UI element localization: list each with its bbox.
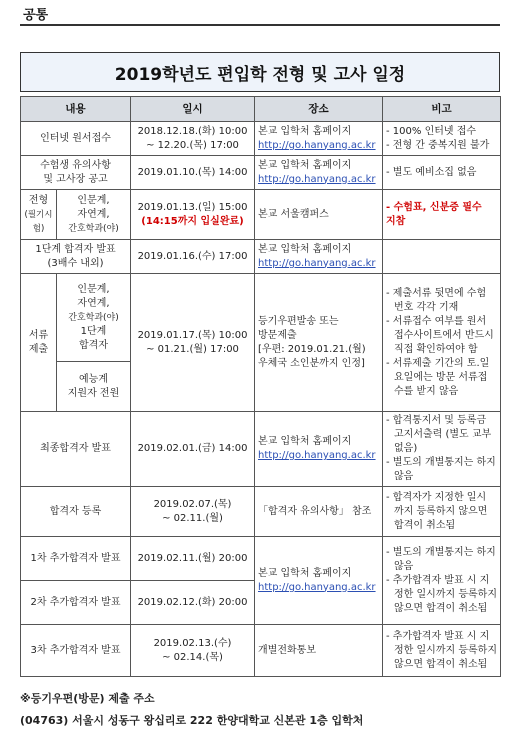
section-divider (20, 24, 500, 26)
subcategory-line: 인문계, (77, 194, 110, 206)
row-date (131, 487, 255, 537)
place-line: 등기우편발송 또는 (258, 315, 339, 327)
row-item: 합격자 등록 (21, 487, 131, 537)
schedule-table (20, 96, 501, 677)
homepage-link[interactable]: http://go.hanyang.ac.kr (258, 257, 376, 269)
row-place (255, 274, 383, 412)
table-row (21, 625, 501, 677)
date-start: 2019.02.13.(수) (153, 637, 232, 649)
row-item (21, 240, 131, 274)
row-note (383, 625, 501, 677)
note-line: - 추가합격자 발표 시 지정한 일시까지 등록하지 않으면 합격이 취소됨 (386, 630, 497, 670)
place-text: 본교 입학처 홈페이지 (258, 567, 352, 579)
row-place (255, 156, 383, 190)
row-date (131, 122, 255, 156)
table-header-row (21, 97, 501, 122)
note-line: - 서류제출 기간의 토.일 요일에는 방문 서류접 수를 받지 않음 (386, 357, 490, 397)
date-start: 2018.12.18.(화) 10:00 (137, 125, 248, 137)
homepage-link[interactable]: http://go.hanyang.ac.kr (258, 173, 376, 185)
row-note (383, 240, 501, 274)
row-item: 최종합격자 발표 (21, 412, 131, 487)
date-end: ~ 12.20.(목) 17:00 (146, 139, 239, 151)
note-line: - 별도의 개별통지는 하지 않음 (386, 457, 496, 482)
note-line: - 별도 예비소집 없음 (386, 166, 477, 178)
category-line: 서류 (28, 329, 49, 341)
note-line: - 서류접수 여부를 원서 접수사이트에서 반드시 직접 확인하여야 함 (386, 315, 494, 355)
place-line: [우편: 2019.01.21.(월) (258, 343, 366, 355)
item-line: 및 고사장 공고 (43, 173, 108, 185)
category-line: (필기시험) (24, 209, 53, 234)
subcategory-line: 간호학과(야) (68, 312, 119, 323)
date-end: ~ 02.14.(목) (162, 651, 223, 663)
note-line: - 제출서류 뒷면에 수험 번호 각각 기재 (386, 287, 487, 313)
table-row (21, 537, 501, 581)
date-line: 2019.01.13.(일) 15:00 (137, 201, 248, 213)
row-note (383, 274, 501, 412)
mail-address: (04763) 서울시 성동구 왕십리로 222 한양대학교 신본관 1층 입학처 (20, 714, 364, 727)
table-row (21, 412, 501, 487)
row-place: 「합격자 유의사항」 참조 (255, 487, 383, 537)
row-subcategory (57, 190, 131, 240)
date-start: 2019.02.07.(목) (153, 498, 232, 510)
header-datetime: 일시 (131, 97, 255, 122)
mail-address-heading: ※등기우편(방문) 제출 주소 (20, 692, 155, 705)
note-line: - 수험표, 신분증 필수 (386, 201, 482, 213)
row-note (383, 156, 501, 190)
entry-deadline: (14:15까지 입실완료) (141, 215, 244, 227)
note-line: - 별도의 개별통지는 하지 않음 (386, 546, 496, 572)
row-place (255, 412, 383, 487)
subcategory-line: 자연계, (77, 297, 110, 309)
row-place (255, 240, 383, 274)
homepage-link[interactable]: http://go.hanyang.ac.kr (258, 139, 376, 151)
section-label: 공통 (23, 8, 49, 23)
row-date: 2019.02.12.(화) 20:00 (131, 581, 255, 625)
note-line: - 100% 인터넷 접수 (386, 125, 477, 137)
row-note (383, 537, 501, 625)
row-date: 2019.02.11.(월) 20:00 (131, 537, 255, 581)
row-note (383, 122, 501, 156)
row-date (131, 190, 255, 240)
page-title: 2019학년도 편입학 전형 및 고사 일정 (20, 52, 500, 92)
table-row (21, 156, 501, 190)
row-item: 인터넷 원서접수 (21, 122, 131, 156)
category-line: 전형 (28, 194, 49, 206)
note-line: - 추가합격자 발표 시 지정한 일시까지 등록하지 않으면 합격이 취소됨 (386, 574, 497, 614)
row-subcategory (57, 362, 131, 412)
row-subcategory (57, 274, 131, 362)
table-row (21, 190, 501, 240)
row-category (21, 274, 57, 412)
date-start: 2019.01.17.(목) 10:00 (137, 329, 248, 341)
row-note (383, 487, 501, 537)
table-row (21, 274, 501, 362)
header-notes: 비고 (383, 97, 501, 122)
place-line: 우체국 소인분까지 인정] (258, 357, 365, 369)
homepage-link[interactable]: http://go.hanyang.ac.kr (258, 581, 376, 593)
row-date (131, 274, 255, 412)
place-text: 본교 입학처 홈페이지 (258, 243, 352, 255)
date-end: ~ 01.21.(월) 17:00 (146, 343, 239, 355)
table-row (21, 487, 501, 537)
row-place (255, 537, 383, 625)
note-line: 지참 (386, 215, 406, 227)
header-content: 내용 (21, 97, 131, 122)
row-category (21, 190, 57, 240)
row-date: 2019.01.16.(수) 17:00 (131, 240, 255, 274)
item-line: 1단계 합격자 발표 (35, 243, 116, 255)
note-line: - 합격통지서 및 등록금 고지서출력 (별도 교부 없음) (386, 415, 492, 454)
note-line: - 전형 간 중복지원 불가 (386, 139, 490, 151)
subcategory-line: 자연계, (77, 208, 110, 220)
row-date: 2019.01.10.(목) 14:00 (131, 156, 255, 190)
row-note (383, 190, 501, 240)
place-line: 방문제출 (258, 329, 297, 341)
place-text: 본교 입학처 홈페이지 (258, 436, 352, 447)
row-date (131, 625, 255, 677)
homepage-link[interactable]: http://go.hanyang.ac.kr (258, 450, 376, 461)
subcategory-line: 지원자 전원 (67, 387, 120, 399)
subcategory-line: 예능계 (79, 373, 108, 385)
place-text: 본교 입학처 홈페이지 (258, 159, 352, 171)
row-place: 개별전화통보 (255, 625, 383, 677)
row-item (21, 156, 131, 190)
place-text: 본교 입학처 홈페이지 (258, 125, 352, 137)
row-item: 1차 추가합격자 발표 (21, 537, 131, 581)
table-row (21, 122, 501, 156)
table-row (21, 240, 501, 274)
row-item: 3차 추가합격자 발표 (21, 625, 131, 677)
row-date: 2019.02.01.(금) 14:00 (131, 412, 255, 487)
row-note (383, 412, 501, 487)
subcategory-line: 인문계, (77, 283, 110, 295)
item-line: (3배수 내외) (47, 257, 104, 269)
header-place: 장소 (255, 97, 383, 122)
date-end: ~ 02.11.(월) (162, 512, 223, 524)
subcategory-line: 1단계 (80, 325, 107, 337)
row-place: 본교 서울캠퍼스 (255, 190, 383, 240)
subcategory-line: 간호학과(야) (68, 223, 119, 234)
row-item: 2차 추가합격자 발표 (21, 581, 131, 625)
category-line: 제출 (28, 343, 49, 355)
subcategory-line: 합격자 (79, 339, 108, 351)
row-place (255, 122, 383, 156)
note-line: - 합격자가 지정한 일시 까지 등록하지 않으면 합격이 취소됨 (386, 491, 488, 531)
item-line: 수험생 유의사항 (40, 159, 111, 171)
